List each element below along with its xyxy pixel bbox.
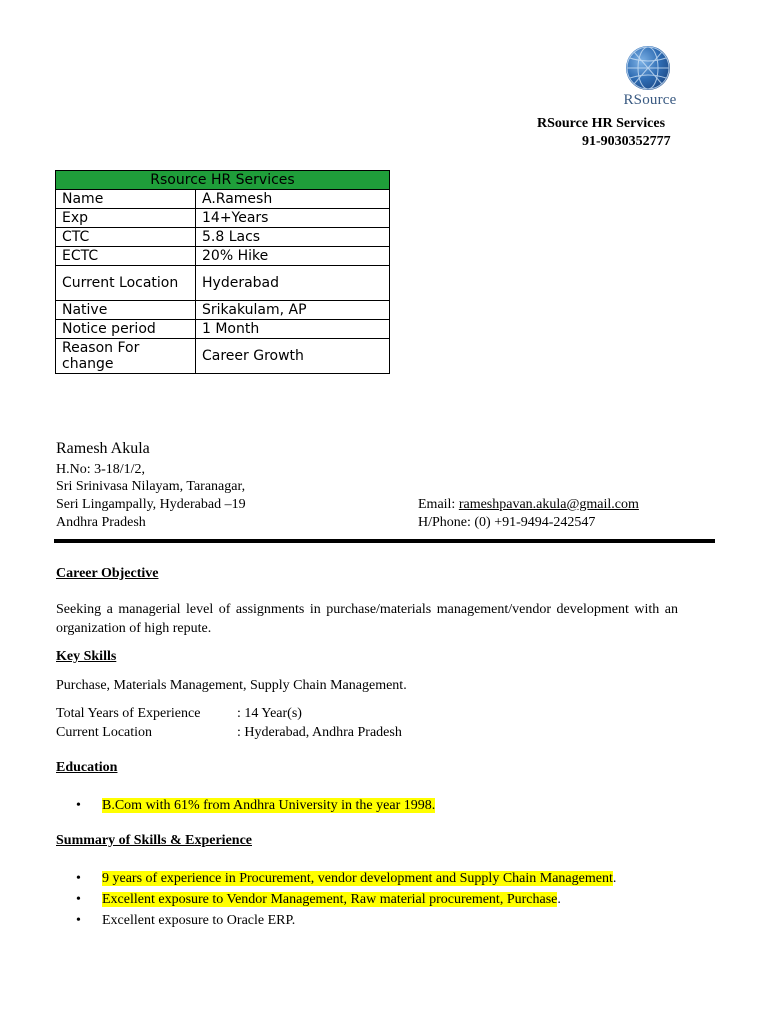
email-label: Email:: [418, 497, 459, 512]
candidate-name: Ramesh Akula: [56, 440, 150, 457]
row-value: 20% Hike: [196, 247, 390, 266]
candidate-summary-table: [55, 170, 390, 374]
table-row: [56, 266, 390, 301]
row-value: 1 Month: [196, 320, 390, 339]
company-name: RSource HR Services: [537, 116, 666, 131]
table-row: [56, 301, 390, 320]
table-title: Rsource HR Services: [56, 171, 390, 190]
address-line: Andhra Pradesh: [56, 515, 146, 530]
row-label: CTC: [56, 228, 196, 247]
list-item: [76, 910, 616, 931]
email-link[interactable]: rameshpavan.akula@gmail.com: [458, 497, 639, 512]
fact-label: Total Years of Experience: [56, 706, 201, 721]
table-row: [56, 228, 390, 247]
phone-line: H/Phone: (0) +91-9494-242547: [418, 515, 596, 530]
table-row: [56, 247, 390, 266]
list-item: • Excellent exposure to Vendor Management, Raw material procurement, Purchase.: [76, 889, 616, 910]
education-heading: Education: [56, 760, 118, 775]
email-line: [418, 497, 639, 513]
rsource-logo: [620, 46, 680, 109]
fact-value: : 14 Year(s): [237, 706, 302, 721]
row-label: Reason For change: [56, 339, 196, 374]
row-label: Name: [56, 190, 196, 209]
fact-label: Current Location: [56, 725, 153, 740]
list-item: • 9 years of experience in Procurement, vendor development and Supply Chain Management.: [76, 868, 616, 889]
row-label: Exp: [56, 209, 196, 228]
list-item: [76, 795, 435, 816]
key-skills-text: Purchase, Materials Management, Supply Chain Management.: [56, 678, 407, 693]
address-line: Sri Srinivasa Nilayam, Taranagar,: [56, 479, 246, 494]
summary-item: Excellent exposure to Vendor Management, Raw material procurement, Purchase: [102, 892, 558, 907]
globe-icon: [626, 46, 670, 90]
table-row: [56, 320, 390, 339]
address-line: H.No: 3-18/1/2,: [56, 462, 146, 477]
fact-value: : Hyderabad, Andhra Pradesh: [237, 725, 402, 740]
career-objective-heading: Career Objective: [56, 566, 159, 581]
row-value: Career Growth: [196, 339, 390, 374]
education-list: [76, 795, 435, 816]
row-value: Hyderabad: [196, 266, 390, 301]
education-item: B.Com with 61% from Andhra University in the year 1998.: [102, 798, 436, 813]
row-label: Current Location: [56, 266, 196, 301]
summary-list: [76, 868, 616, 931]
row-value: A.Ramesh: [196, 190, 390, 209]
section-divider: [54, 539, 715, 543]
table-row: [56, 339, 390, 374]
row-value: 14+Years: [196, 209, 390, 228]
row-value: 5.8 Lacs: [196, 228, 390, 247]
career-objective-text: Seeking a managerial level of assignments in purchase/materials management/vendor development with an organization of high repute.: [56, 602, 678, 636]
row-value: Srikakulam, AP: [196, 301, 390, 320]
row-label: ECTC: [56, 247, 196, 266]
table-row: [56, 209, 390, 228]
summary-item: Excellent exposure to Oracle ERP.: [102, 913, 296, 928]
row-label: Notice period: [56, 320, 196, 339]
row-label: Native: [56, 301, 196, 320]
summary-item: 9 years of experience in Procurement, vendor development and Supply Chain Management: [102, 871, 613, 886]
company-phone: 91-9030352777: [582, 134, 671, 149]
logo-text: RSource: [623, 92, 677, 108]
address-line: Seri Lingampally, Hyderabad –19: [56, 497, 246, 512]
key-skills-heading: Key Skills: [56, 649, 117, 664]
summary-heading: Summary of Skills & Experience: [56, 833, 252, 848]
table-row: [56, 190, 390, 209]
